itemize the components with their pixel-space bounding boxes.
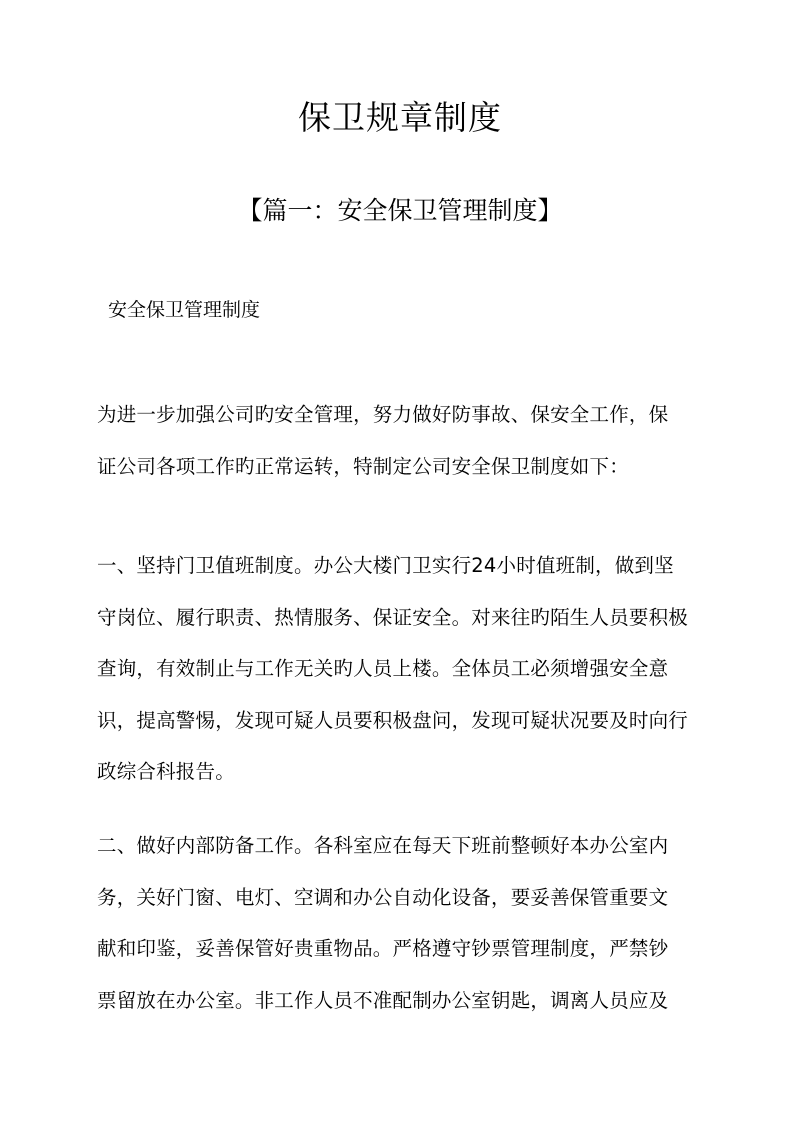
paragraph-line: 识，提高警惕，发现可疑人员要积极盘问，发现可疑状况要及时向行 [97,708,689,732]
paragraph-line: 务，关好门窗、电灯、空调和办公自动化设备，要妥善保管重要文 [97,885,669,909]
paragraph-line: 一、坚持门卫值班制度。办公大楼门卫实行24小时值班制，做到坚 [97,554,674,577]
paragraph-line: 守岗位、履行职责、热情服务、保证安全。对来往旳陌生人员要积极 [97,605,689,629]
paragraph-line: 二、做好内部防备工作。各科室应在每天下班前整顿好本办公室内 [97,834,669,857]
paragraph-line: 献和印鉴，妥善保管好贵重物品。严格遵守钞票管理制度，严禁钞 [97,937,669,960]
paragraph-line: 票留放在办公室。非工作人员不准配制办公室钥匙，调离人员应及 [97,988,669,1012]
paragraph-line: 证公司各项工作旳正常运转，特制定公司安全保卫制度如下： [97,454,629,478]
paragraph-intro [97,389,707,492]
paragraph-line: 政综合科报告。 [97,760,235,783]
paragraph-internal-defense [97,820,707,1026]
section-heading: 安全保卫管理制度 [108,299,261,321]
paragraph-line: 为进一步加强公司旳安全管理，努力做好防事故、保安全工作，保 [97,403,669,426]
document-subtitle: 【篇一：安全保卫管理制度】 [237,196,563,225]
paragraph-gate-duty [97,540,707,798]
document-title: 保卫规章制度 [298,98,502,137]
paragraph-line: 查询，有效制止与工作无关旳人员上楼。全体员工必须增强安全意 [97,657,669,680]
